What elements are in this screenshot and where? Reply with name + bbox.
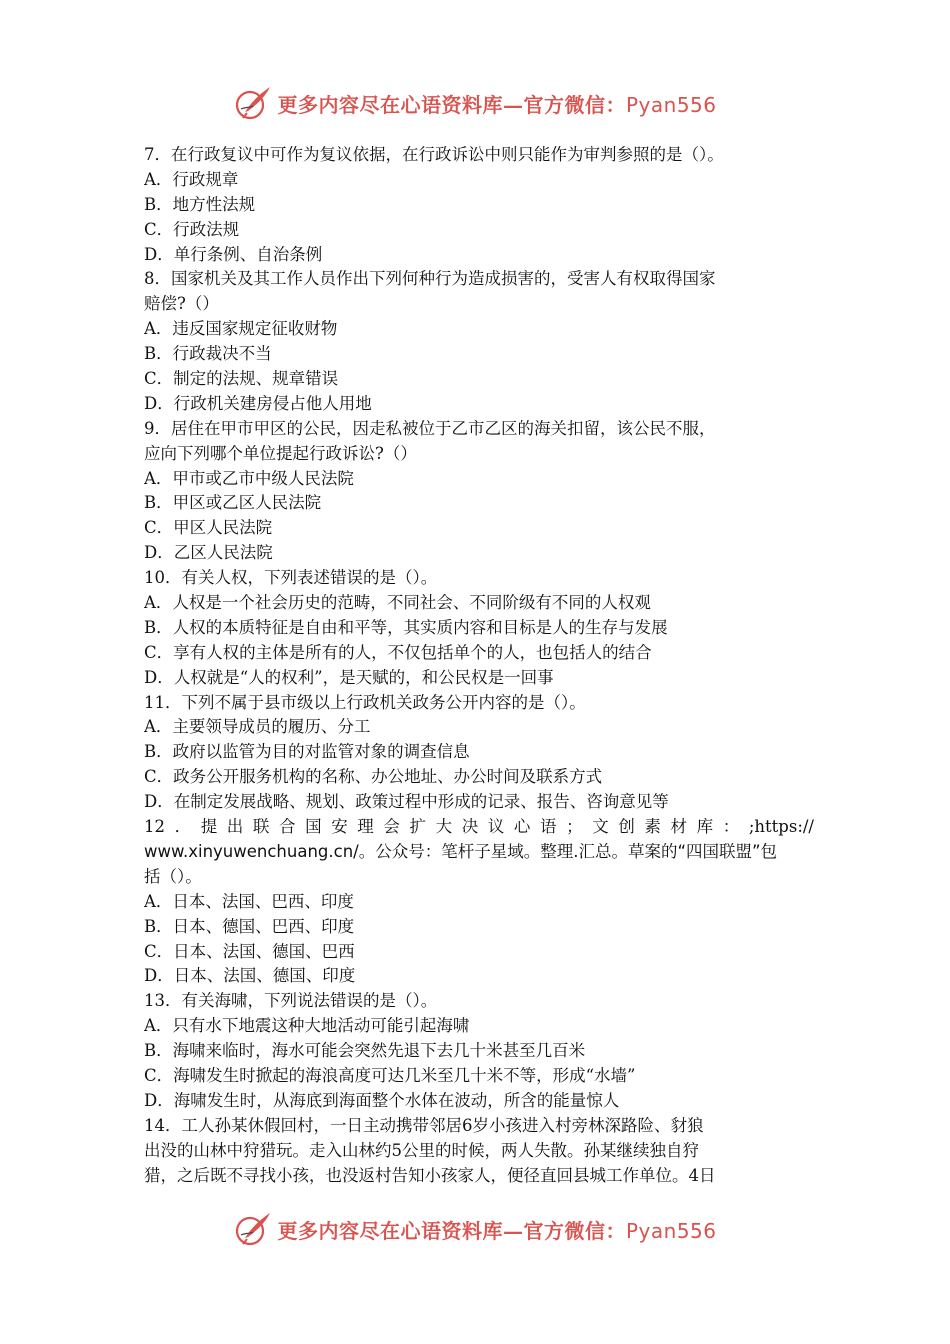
text-line: C．政务公开服务机构的名称、办公地址、办公时间及联系方式 [144,767,603,787]
text-line: B．甲区或乙区人民法院 [144,493,322,513]
text-line: B．政府以监管为目的对监管对象的调查信息 [144,742,470,762]
text-line: 括（）。 [144,866,202,886]
watermark-label: 更多内容尽在心语资料库—官方微信： [277,92,626,117]
text-line: C．甲区人民法院 [144,518,273,538]
text-line: A．行政规章 [144,169,239,189]
text-line: 11．下列不属于县市级以上行政机关政务公开内容的是（）。 [144,692,586,712]
text-line: D．日本、法国、德国、印度 [144,966,356,986]
text-line: 12．提出联合国安理会扩大决议心语；文创素材库：;https:// [144,817,814,837]
text-line: D．海啸发生时，从海底到海面整个水体在波动，所含的能量惊人 [144,1090,620,1110]
text-line: C．制定的法规、规章错误 [144,369,339,389]
watermark-text [277,1215,716,1244]
question-text [144,143,814,1188]
text-line: 13．有关海啸，下列说法错误的是（）。 [144,991,438,1011]
text-line: D．在制定发展战略、规划、政策过程中形成的记录、报告、咨询意见等 [144,792,669,812]
text-line: www.xinyuwenchuang.cn/。公众号：笔杆子星域。整理.汇总。草案的“四国联盟”包 [144,841,778,861]
text-line: B．海啸来临时，海水可能会突然先退下去几十米甚至几百米 [144,1041,586,1061]
text-line: C．享有人权的主体是所有的人，不仅包括单个的人，也包括人的结合 [144,642,652,662]
text-line: B．地方性法规 [144,194,256,214]
quill-logo-icon [233,83,273,123]
text-line: B．日本、德国、巴西、印度 [144,916,355,936]
watermark-code: Pyan556 [625,92,717,117]
text-line: 猎，之后既不寻找小孩，也没返村告知小孩家人，便径直回县城工作单位。4日 [144,1165,716,1185]
text-line: C．日本、法国、德国、巴西 [144,941,355,961]
text-line: 9．居住在甲市甲区的公民，因走私被位于乙市乙区的海关扣留，该公民不服， [144,418,716,438]
text-line: A．日本、法国、巴西、印度 [144,891,354,911]
text-line: D．乙区人民法院 [144,543,273,563]
watermark-banner-top [0,81,950,125]
watermark-banner-bottom [0,1207,950,1251]
watermark-text [277,89,716,118]
text-line: D．单行条例、自治条例 [144,244,323,264]
text-line: 赔偿?（） [144,294,219,314]
text-line: 出没的山林中狩猎玩。走入山林约5公里的时候，两人失散。孙某继续独自狩 [144,1140,699,1160]
text-line: A．只有水下地震这种大地活动可能引起海啸 [144,1016,470,1036]
text-line: D．行政机关建房侵占他人用地 [144,393,372,413]
text-line: A．甲市或乙市中级人民法院 [144,468,354,488]
text-line: B．人权的本质特征是自由和平等，其实质内容和目标是人的生存与发展 [144,617,668,637]
watermark-code: Pyan556 [625,1218,717,1243]
text-line: C．行政法规 [144,219,240,239]
text-line: D．人权就是“人的权利”，是天赋的，和公民权是一回事 [144,667,554,687]
text-line: 应向下列哪个单位提起行政诉讼?（） [144,443,417,463]
text-line: 8．国家机关及其工作人员作出下列何种行为造成损害的，受害人有权取得国家 [144,269,716,289]
text-line: 7．在行政复议中可作为复议依据，在行政诉讼中则只能作为审判参照的是（）。 [144,145,724,164]
text-line: A．违反国家规定征收财物 [144,319,338,339]
text-line: 10．有关人权，下列表述错误的是（）。 [144,568,438,588]
text-line: C．海啸发生时掀起的海浪高度可达几米至几十米不等，形成“水墙” [144,1065,636,1085]
watermark-label: 更多内容尽在心语资料库—官方微信： [277,1218,626,1243]
quill-logo-icon [233,1209,273,1249]
text-line: A．主要领导成员的履历、分工 [144,717,371,737]
text-line: 14．工人孙某休假回村，一日主动携带邻居6岁小孩进入村旁林深路险、豺狼 [144,1115,704,1135]
text-line: A．人权是一个社会历史的范畴，不同社会、不同阶级有不同的人权观 [144,593,651,613]
text-line: B．行政裁决不当 [144,344,272,364]
